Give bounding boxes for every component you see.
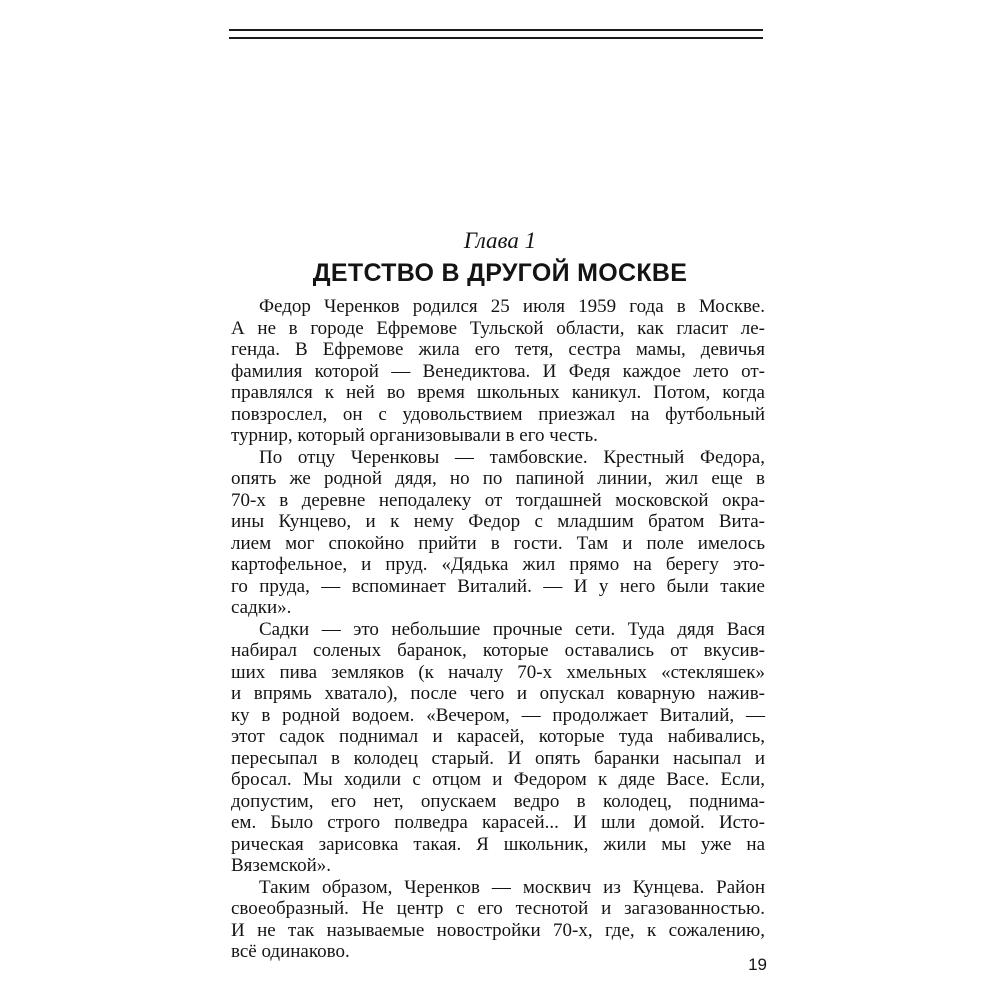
text-line: картофельное, и пруд. «Дядька жил прямо на берегу это-: [231, 554, 765, 575]
chapter-title: ДЕТСТВО В ДРУГОЙ МОСКВЕ: [312, 259, 688, 287]
text-line: Садки — это небольшие прочные сети. Туда дядя Вася: [259, 618, 765, 640]
text-line: 70-х в деревне неподалеку от тогдашней московской окра-: [231, 489, 765, 511]
text-line: своеобразный. Не центр с его теснотой и загазованностью.: [231, 898, 765, 919]
text-line: садки».: [231, 597, 292, 618]
text-line: лием мог спокойно прийти в гости. Там и поле имелось: [231, 532, 765, 554]
header-rule-top: [229, 29, 763, 31]
text-line: допустим, его нет, опускаем ведро в колодец, поднима-: [231, 790, 765, 812]
text-line: турнир, который организовывали в его честь.: [231, 425, 598, 446]
page-number: 19: [748, 955, 767, 974]
text-line: Федор Черенков родился 25 июля 1959 года в Москве.: [259, 296, 765, 317]
text-line: опять же родной дядя, но по папиной линии, жил еще в: [231, 468, 765, 489]
text-line: бросал. Мы ходили с отцом и Федором к дяде Васе. Если,: [231, 769, 765, 790]
text-line: ины Кунцево, и к нему Федор с младшим братом Вита-: [231, 511, 765, 532]
text-line: всё одинаково.: [231, 941, 350, 962]
text-line: и впрямь хватало), после чего и опускал коварную нажив-: [231, 683, 765, 704]
text-line: ших пива земляков (к началу 70-х хмельных «стекляшек»: [231, 661, 765, 683]
text-line: повзрослел, он с удовольствием приезжал на футбольный: [231, 403, 765, 425]
text-line: генда. В Ефремове жила его тетя, сестра мамы, девичья: [231, 339, 765, 360]
text-line: рическая зарисовка такая. Я школьник, жили мы уже на: [231, 833, 765, 855]
chapter-label: Глава 1: [463, 228, 537, 253]
text-line: ем. Было строго полведра карасей... И шли домой. Исто-: [231, 812, 765, 833]
text-line: Вяземской».: [231, 855, 331, 876]
text-line: го пруда, — вспоминает Виталий. — И у него были такие: [231, 575, 765, 597]
text-line: этот садок поднимал и карасей, которые туда набивались,: [231, 726, 765, 747]
text-line: Таким образом, Черенков — москвич из Кунцева. Район: [259, 876, 765, 898]
text-line: А не в городе Ефремове Тульской области, как гласит ле-: [231, 317, 765, 339]
text-line: По отцу Черенковы — тамбовские. Крестный Федора,: [259, 446, 765, 468]
text-line: правлялся к ней во время школьных каникул. Потом, когда: [231, 382, 765, 403]
text-line: пересыпал в колодец старый. И опять баранки насыпал и: [231, 747, 765, 769]
header-rule-bottom: [229, 37, 763, 39]
text-line: набирал соленых баранок, которые оставались от вкусив-: [231, 640, 765, 661]
text-line: фамилия которой — Венедиктова. И Федя каждое лето от-: [231, 360, 765, 382]
text-line: И не так называемые новостройки 70-х, где, к сожалению,: [231, 919, 765, 941]
text-line: ку в родной водоем. «Вечером, — продолжает Виталий, —: [231, 704, 765, 726]
